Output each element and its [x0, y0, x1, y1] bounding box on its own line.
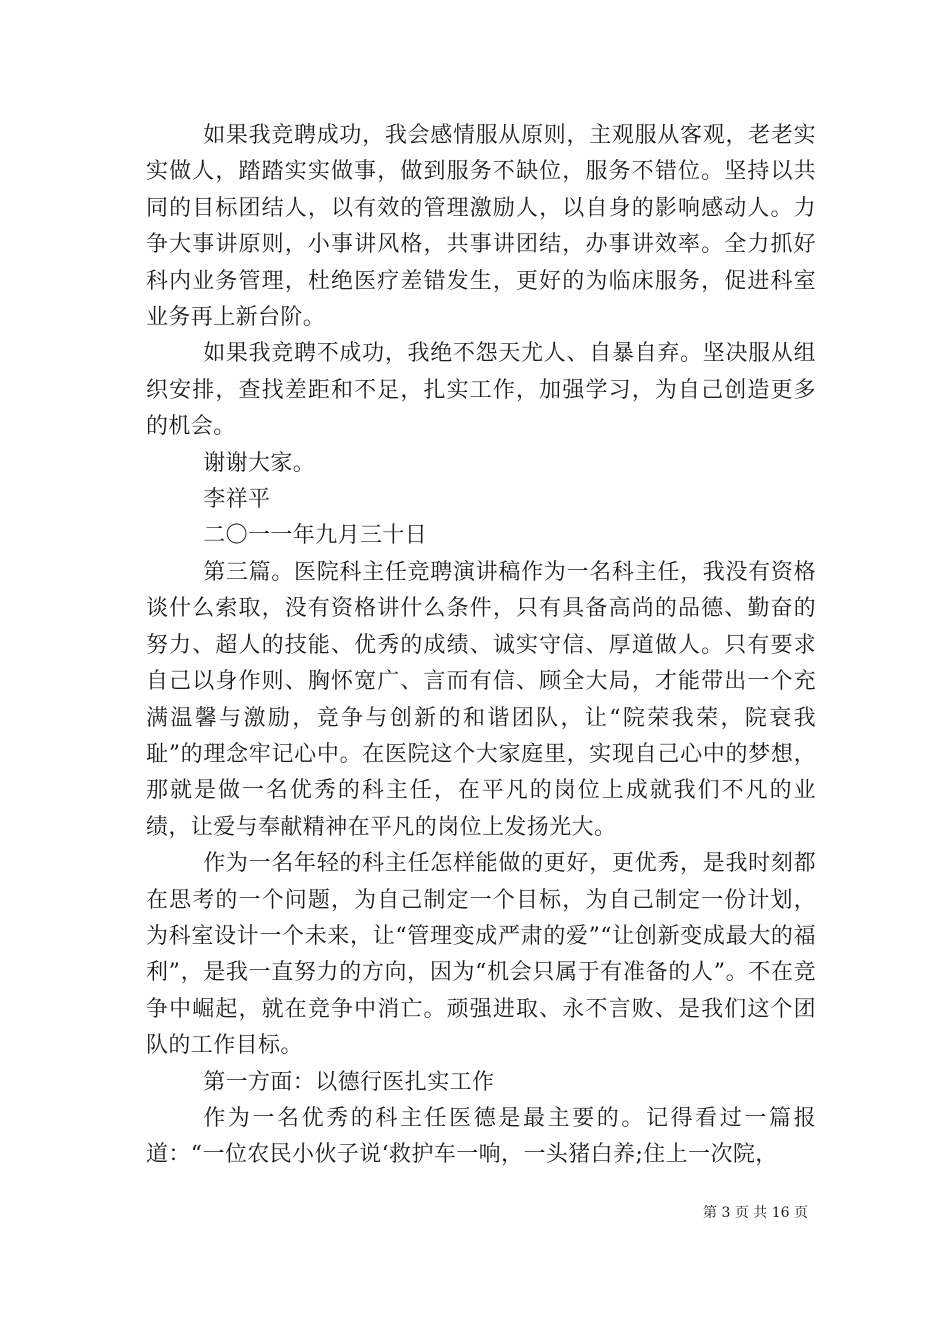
paragraph-medical-ethics: 作为一名优秀的科主任医德是最主要的。记得看过一篇报道：“一位农民小伙子说‘救护车一响，一头猪白养;住上一次院，: [146, 1105, 816, 1168]
section-heading-ethics: 第一方面：以德行医扎实工作: [203, 1069, 495, 1095]
document-date: 二〇一一年九月三十日: [203, 523, 428, 549]
paragraph-thanks: 谢谢大家。: [203, 450, 316, 476]
paragraph-failure: 如果我竞聘不成功，我绝不怨天尤人、自暴自弃。坚决服从组织安排，查找差距和不足，扎实工作，加强学习，为自己创造更多的机会。: [146, 341, 816, 440]
author-name: 李祥平: [203, 487, 271, 513]
paragraph-third-article: 第三篇。医院科主任竞聘演讲稿作为一名科主任，我没有资格谈什么索取，没有资格讲什么条件，只有具备高尚的品德、勤奋的努力、超人的技能、优秀的成绩、诚实守信、厚道做人。只有要求自己以身作则、胸怀宽广、言而有信、顾全大局，才能带出一个充满温馨与激励，竞争与创新的和谐团队，让“院荣我荣，院衰我耻”的理念牢记心中。在医院这个大家庭里，实现自己心中的梦想，那就是做一名优秀的科主任，在平凡的岗位上成就我们不凡的业绩，让爱与奉献精神在平凡的岗位上发扬光大。: [146, 559, 816, 840]
paragraph-young-director: 作为一名年轻的科主任怎样能做的更好，更优秀，是我时刻都在思考的一个问题，为自己制定一个目标，为自己制定一份计划，为科室设计一个未来，让“管理变成严肃的爱”“让创新变成最大的福利”，是我一直努力的方向，因为“机会只属于有准备的人”。不在竞争中崛起，就在竞争中消亡。顽强进取、永不言败、是我们这个团队的工作目标。: [146, 851, 816, 1059]
page-number: 第 3 页 共 16 页: [703, 1205, 808, 1221]
paragraph-success: 如果我竞聘成功，我会感情服从原则，主观服从客观，老老实实做人，踏踏实实做事，做到服务不缺位，服务不错位。坚持以共同的目标团结人，以有效的管理激励人，以自身的影响感动人。力争大事讲原则，小事讲风格，共事讲团结，办事讲效率。全力抓好科内业务管理，杜绝医疗差错发生，更好的为临床服务，促进科室业务再上新台阶。: [146, 123, 816, 331]
document-body: [146, 118, 816, 1174]
